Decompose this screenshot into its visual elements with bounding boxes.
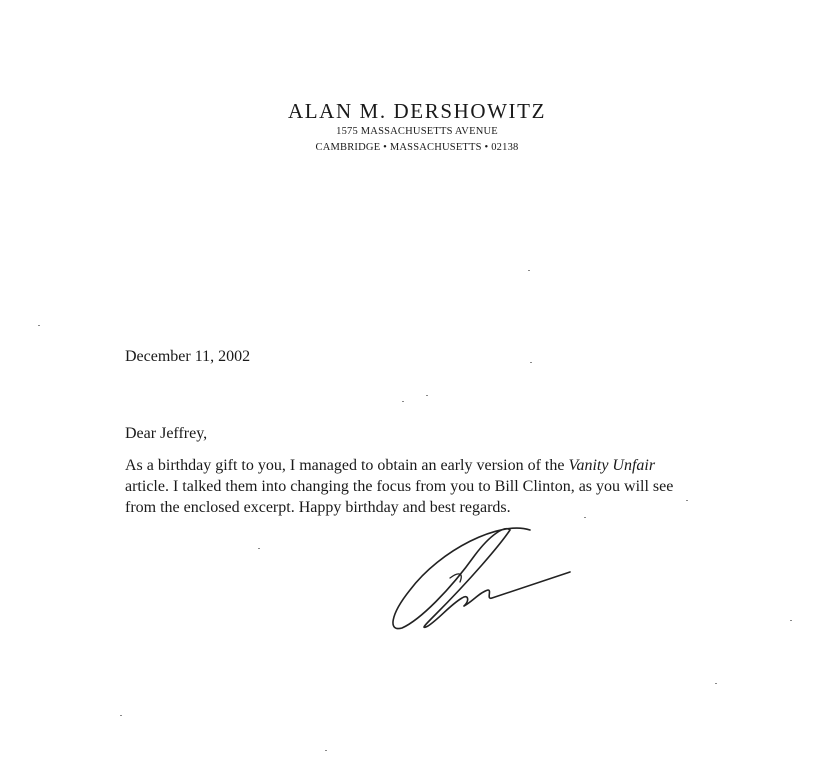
letter-salutation: Dear Jeffrey, — [125, 425, 208, 442]
scan-speck — [530, 362, 532, 363]
article-title: Vanity Unfair — [568, 457, 656, 474]
scan-speck — [426, 395, 428, 396]
scan-speck — [325, 750, 327, 751]
scan-speck — [584, 517, 586, 518]
scan-speck — [686, 500, 688, 501]
letter-body-line-1 — [125, 455, 725, 476]
letterhead-address-city: CAMBRIDGE • MASSACHUSETTS • 02138 — [315, 142, 519, 153]
letterhead-address-street: 1575 MASSACHUSETTS AVENUE — [336, 126, 498, 137]
scan-speck — [258, 548, 260, 549]
letter-body-line-3: from the enclosed excerpt. Happy birthday and best regards. — [125, 499, 511, 516]
scan-speck — [402, 401, 404, 402]
letterhead-name: ALAN M. DERSHOWITZ — [287, 99, 547, 123]
handwritten-signature — [380, 520, 580, 635]
scan-speck — [715, 683, 717, 684]
scan-speck — [120, 715, 122, 716]
letter-date: December 11, 2002 — [125, 348, 251, 365]
scan-speck — [528, 270, 530, 271]
scan-speck — [790, 620, 792, 621]
letter-body — [125, 455, 725, 518]
scan-speck — [38, 325, 40, 326]
letter-body-line-2: article. I talked them into changing the focus from you to Bill Clinton, as you will see — [125, 478, 674, 495]
letter-body-line-1-text: As a birthday gift to you, I managed to obtain an early version of the — [125, 457, 569, 474]
